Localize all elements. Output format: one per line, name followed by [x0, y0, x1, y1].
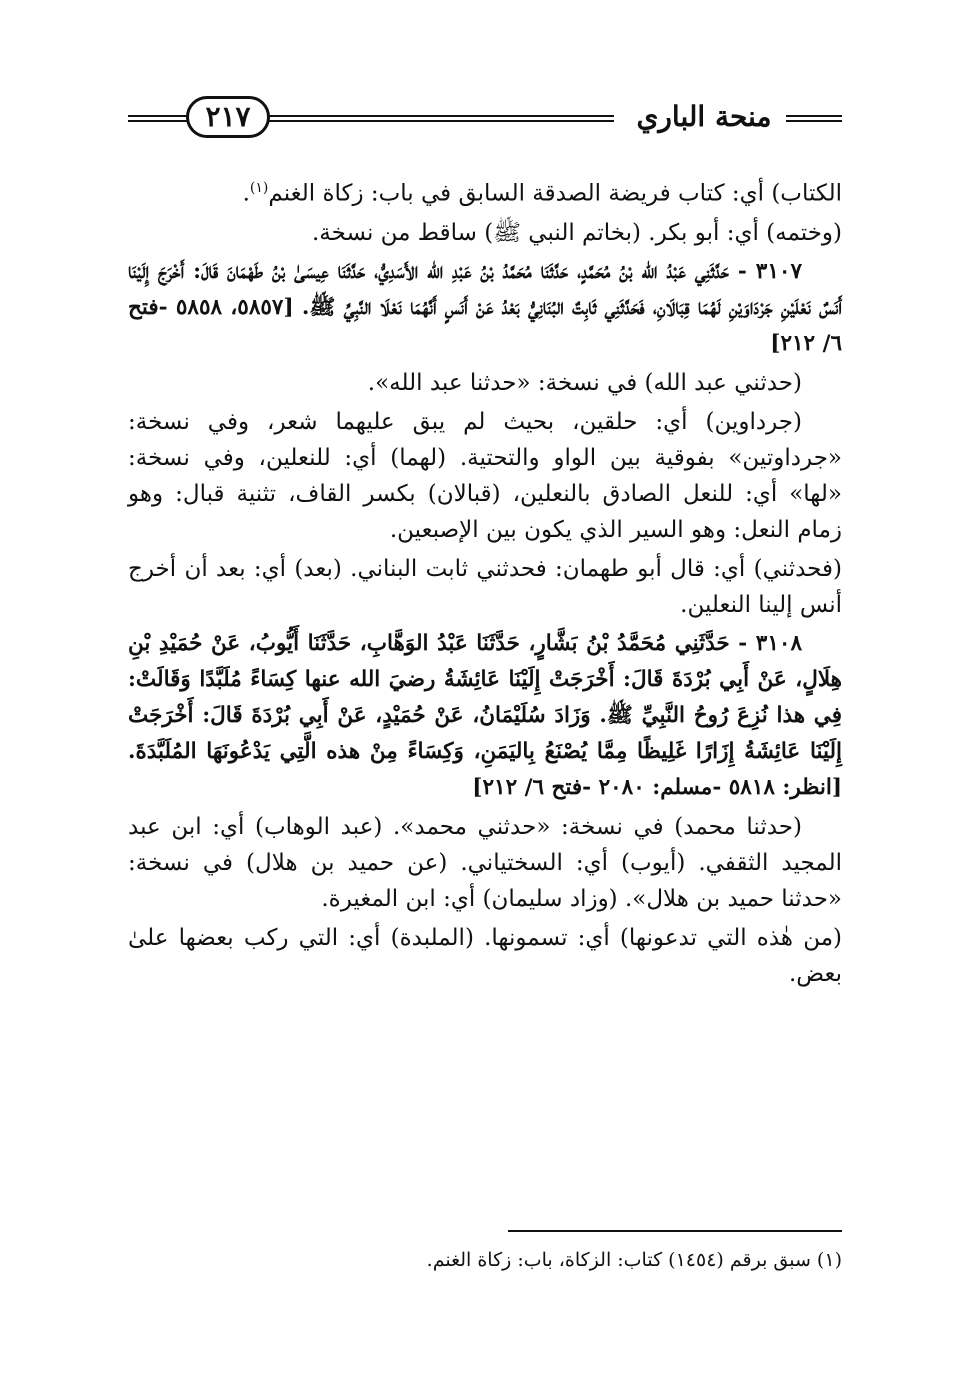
paragraph-2: (وختمه) أي: أبو بكر. (بخاتم النبي ﷺ) ساقط من نسخة.	[311, 219, 842, 246]
main-text	[128, 170, 842, 995]
footnote: (١) سبق برقم (١٤٥٤) كتاب: الزكاة، باب: زكاة الغنم.	[426, 1249, 842, 1271]
header-rule-left	[128, 115, 188, 125]
footnote-divider	[508, 1230, 842, 1232]
footnote-marker[interactable]: (١)	[249, 180, 269, 196]
hadith-3107: ٣١٠٧ - حَدَّثَنِي عَبْدُ الله بْنُ مُحَمَّدٍ، حَدَّثَنَا مُحَمَّدُ بْنُ عَبْدِ الله الأَسَدِيُّ، حَدَّثَنَا عِيسَىٰ بْنُ طَهْمَانَ قَالَ: أَخْرَجَ إِلَيْنَا أَنَسٌ نَعْلَيْنِ جَرْدَاوَيْنِ لَهُمَا قِبَالَانِ، فَحَدَّثَنِي ثَابِتٌ البُنَانِيُّ بَعْدُ عَنْ أَنَسٍ أَنَّهُمَا نَعْلَا النَّبِيِّ ﷺ. [٥٨٥٧، ٥٨٥٨ -فتح ٦/ ٢١٢]	[128, 258, 842, 356]
paragraph-6: (فحدثني) أي: قال أبو طهمان: فحدثني ثابت البناني. (بعد) أي: بعد أن أخرج أنس إلينا النعلين.	[128, 555, 842, 618]
paragraph-4: (حدثني عبد الله) في نسخة: «حدثنا عبد الله».	[367, 369, 802, 396]
page-header	[128, 92, 842, 148]
page-number: ٢١٧	[186, 96, 270, 138]
paragraph-9: (من هٰذه التي تدعونها) أي: تسمونها. (الملبدة) أي: التي ركب بعضها علىٰ بعض.	[128, 924, 842, 987]
paragraph-1: الكتاب) أي: كتاب فريضة الصدقة السابق في باب: زكاة الغنم$^{(١)}$.	[242, 180, 842, 207]
paragraph-8: (حدثنا محمد) في نسخة: «حدثني محمد». (عبد الوهاب) أي: ابن عبد المجيد الثقفي. (أيوب) أي: السختياني. (عن حميد بن هلال) في نسخة: «حدثنا حميد بن هلال». (وزاد سليمان) أي: ابن المغيرة.	[128, 813, 842, 912]
paragraph-5: (جرداوين) أي: حلقين، بحيث لم يبق عليهما شعر، وفي نسخة: «جرداوتين» بفوقية بين الواو والتحتية. (لهما) أي: للنعلين، وفي نسخة: «لها» أي: للنعل الصادق بالنعلين، (قبالان) بكسر القاف، تثنية قبال: وهو زمام النعل: وهو السير الذي يكون بين الإصبعين.	[128, 408, 842, 543]
header-rule-middle	[268, 115, 614, 125]
header-rule-right	[786, 115, 842, 125]
book-title: منحة الباري	[636, 100, 772, 133]
hadith-3108: ٣١٠٨ - حَدَّثَنِي مُحَمَّدُ بْنُ بَشَّارٍ، حَدَّثَنَا عَبْدُ الوَهَّابِ، حَدَّثَنَا أَيُّوبُ، عَنْ حُمَيْدِ بْنِ هِلَالٍ، عَنْ أَبِي بُرْدَةَ قَالَ: أَخْرَجَتْ إِلَيْنَا عَائِشَةُ رضيَ الله عنها كِسَاءً مُلَبَّدًا وَقَالَتْ: فِي هذا نُزِعَ رُوحُ النَّبِيِّ ﷺ. وَزَادَ سُلَيْمَانُ، عَنْ حُمَيْدٍ، عَنْ أَبِي بُرْدَةَ قَالَ: أَخْرَجَتْ إِلَيْنَا عَائِشَةُ إِزَارًا غَلِيظًا مِمَّا يُصْنَعُ بِاليَمَنِ، وَكِسَاءً مِنْ هذه الَّتِي يَدْعُونَهَا المُلَبَّدَةَ. [انظر: ٥٨١٨ -مسلم: ٢٠٨٠ -فتح ٦/ ٢١٢]	[128, 630, 842, 800]
